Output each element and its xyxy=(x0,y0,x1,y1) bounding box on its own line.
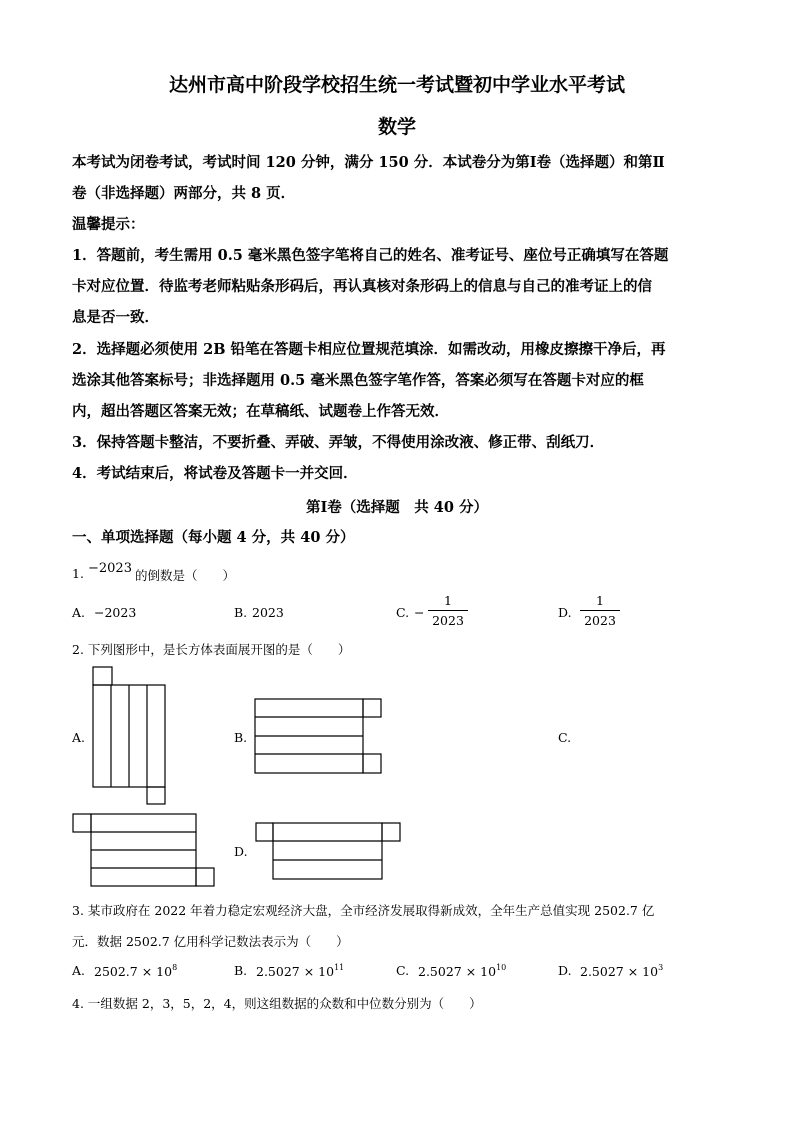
net-figure-d xyxy=(256,823,400,879)
tip-2-line-3: 内，超出答题区答案无效；在草稿纸、试题卷上作答无效． xyxy=(72,403,449,420)
q1-stem: 的倒数是（ ） xyxy=(135,568,236,583)
q1-option-d-label: D. xyxy=(558,605,572,620)
q1-option-c-denominator: 2023 xyxy=(432,613,464,628)
q4-stem: 4. 一组数据 2，3，5，2，4，则这组数据的众数和中位数分别为（ ） xyxy=(72,996,482,1011)
tip-2-line-2: 选涂其他答案标号；非选择题用 0.5 毫米黑色签字笔作答，答案必须写在答题卡对应的框 xyxy=(72,372,644,389)
net-figure-b xyxy=(255,699,381,773)
q3-option-a-label: A. xyxy=(72,963,86,978)
tip-1-line-3: 息是否一致． xyxy=(72,309,159,326)
tip-1-line-1: 1．答题前，考生需用 0.5 毫米黑色签字笔将自己的姓名、准考证号、座位号正确填写在答题 xyxy=(72,247,669,264)
net-figure-c xyxy=(73,814,214,886)
tip-3: 3．保持答题卡整洁，不要折叠、弄破、弄皱，不得使用涂改液、修正带、刮纸刀． xyxy=(72,434,605,451)
q3-option-c xyxy=(418,963,506,979)
q3-option-c-exponent: 10 xyxy=(496,963,507,972)
q3-stem-line-2: 元．数据 2502.7 亿用科学记数法表示为（ ） xyxy=(72,934,349,949)
q3-option-b-exponent: 11 xyxy=(334,963,345,972)
net-figure-a xyxy=(93,667,165,804)
intro-line-2: 卷（非选择题）两部分，共 8 页． xyxy=(72,185,296,202)
q1-option-a-value: −2023 xyxy=(94,605,137,620)
q1-number: 1. xyxy=(72,566,84,581)
q3-option-c-base: 2.5027 × 10 xyxy=(418,964,497,979)
q3-option-d-label: D. xyxy=(558,963,572,978)
q1-option-c-sign: − xyxy=(414,605,425,620)
tip-1-line-2: 卡对应位置．待监考老师粘贴条形码后，再认真核对条形码上的信息与自己的准考证上的信 xyxy=(72,278,652,295)
q3-option-a xyxy=(94,963,177,979)
q1-option-c-numerator: 1 xyxy=(444,593,452,608)
tips-heading: 温馨提示： xyxy=(72,216,145,233)
tip-2-line-1: 2．选择题必须使用 2B 铅笔在答题卡相应位置规范填涂．如需改动，用橡皮擦擦干净后，再 xyxy=(72,341,666,358)
q1-option-c-label: C. xyxy=(396,605,410,620)
q3-stem-line-1: 3. 某市政府在 2022 年着力稳定宏观经济大盘，全市经济发展取得新成效，全年生产总值实现 2502.7 亿 xyxy=(72,903,655,918)
subject-title: 数学 xyxy=(377,116,416,138)
q3-option-b-label: B. xyxy=(234,963,248,978)
q1-option-b-label: B. xyxy=(234,605,248,620)
q2-option-a-label: A. xyxy=(72,730,86,745)
q1-option-d-denominator: 2023 xyxy=(584,613,616,628)
q3-option-b-base: 2.5027 × 10 xyxy=(256,964,335,979)
tip-4: 4．考试结束后，将试卷及答题卡一并交回． xyxy=(72,465,358,482)
q3-option-d-exponent: 3 xyxy=(658,963,664,972)
q2-option-c-label: C. xyxy=(558,730,572,745)
q1-option-a-label: A. xyxy=(72,605,86,620)
q3-option-b xyxy=(256,963,344,979)
q3-option-c-label: C. xyxy=(396,963,410,978)
q1-expression: −2023 xyxy=(88,561,132,576)
section-heading: 第Ⅰ卷（选择题 共 40 分） xyxy=(305,499,489,516)
q1-option-d-numerator: 1 xyxy=(596,593,604,608)
intro-line-1: 本考试为闭卷考试，考试时间 120 分钟，满分 150 分．本试卷分为第Ⅰ卷（选择题）和第Ⅱ xyxy=(72,154,665,171)
part-heading: 一、单项选择题（每小题 4 分，共 40 分） xyxy=(72,529,355,546)
q2-option-b-label: B. xyxy=(234,730,248,745)
exam-title: 达州市高中阶段学校招生统一考试暨初中学业水平考试 xyxy=(168,74,625,96)
q3-option-d xyxy=(580,963,663,979)
q3-option-a-base: 2502.7 × 10 xyxy=(94,964,173,979)
q3-option-a-exponent: 8 xyxy=(172,963,178,972)
q1-option-b-value: 2023 xyxy=(252,605,284,620)
q3-option-d-base: 2.5027 × 10 xyxy=(580,964,659,979)
q2-option-d-label: D. xyxy=(234,844,248,859)
q2-stem: 2. 下列图形中，是长方体表面展开图的是（ ） xyxy=(72,642,351,657)
